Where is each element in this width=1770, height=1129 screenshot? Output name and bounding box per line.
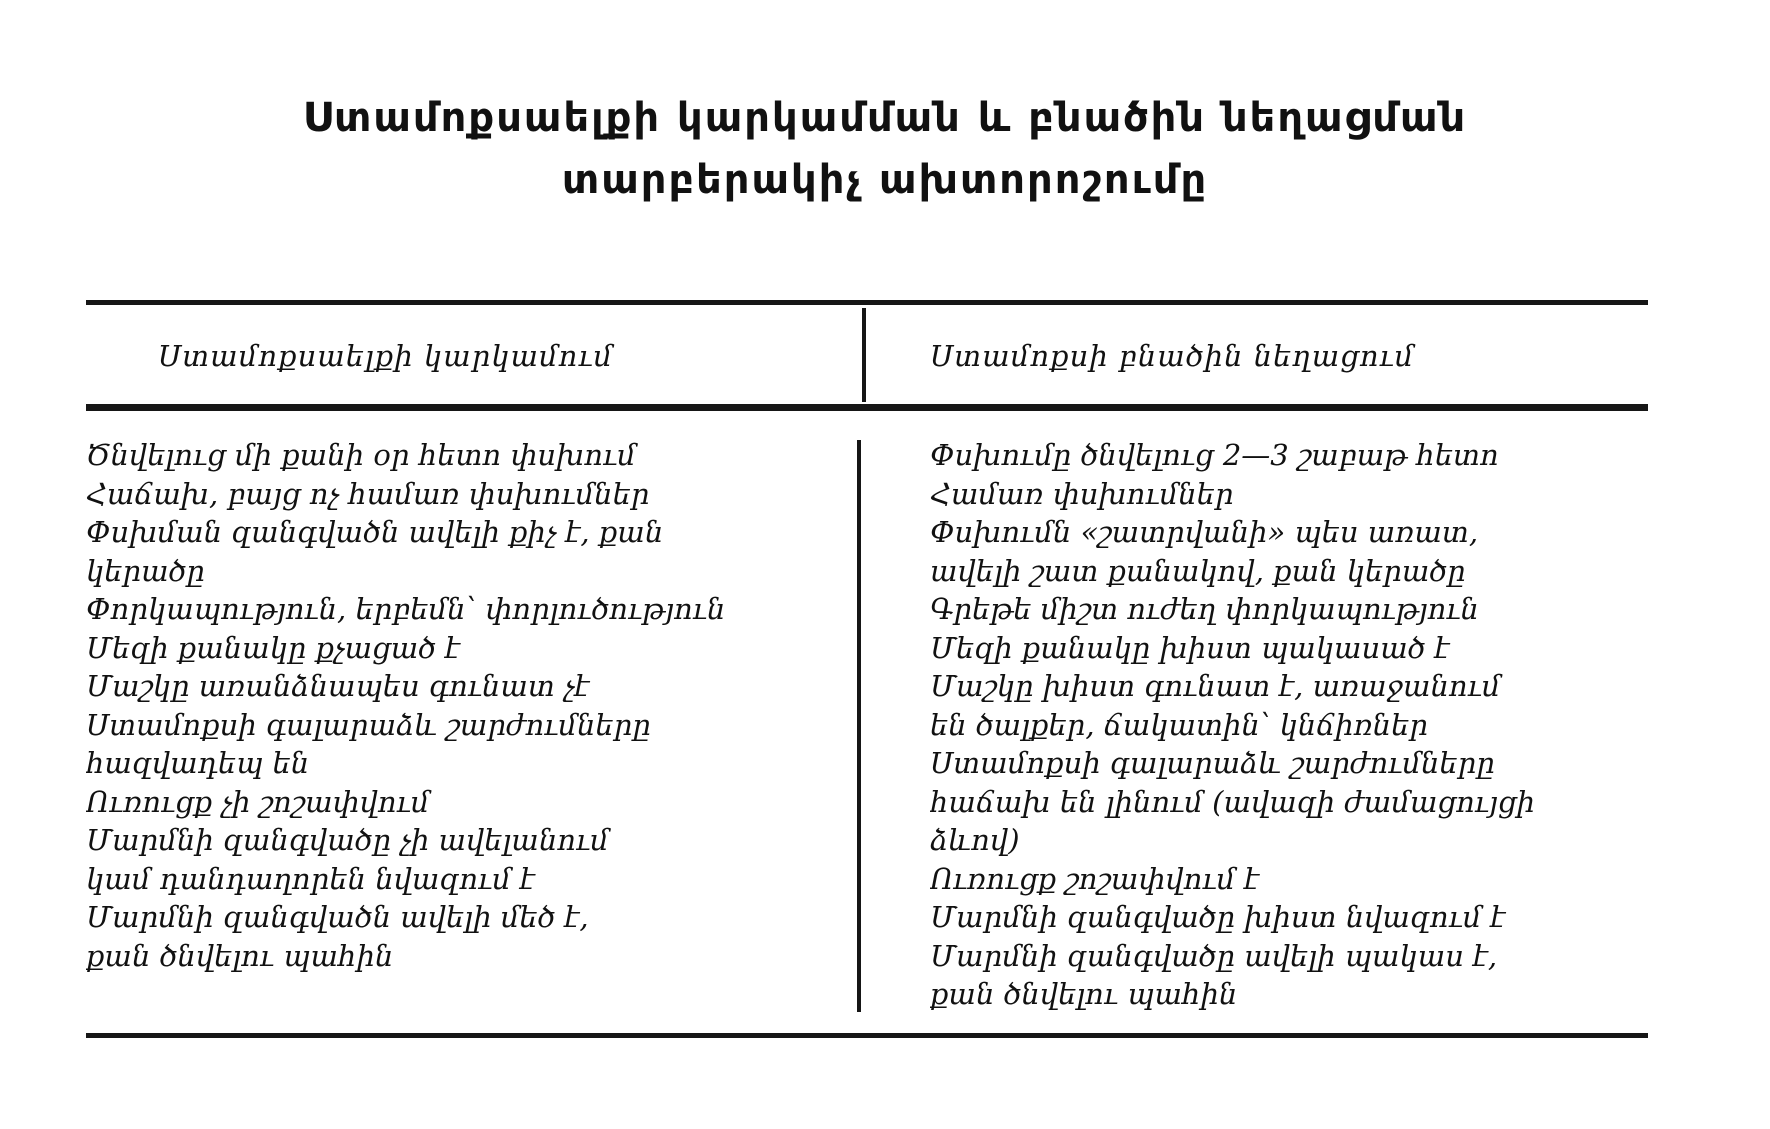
table-bottom-rule: [86, 1033, 1648, 1038]
right-line: քան ծնվելու պահին: [930, 977, 1238, 1011]
header-divider: [862, 308, 866, 402]
left-line: Փորկապություն, երբեմն՝ փորլուծություն: [86, 592, 726, 626]
left-line: Ծնվելուց մի քանի օր հետո փսխում: [86, 438, 636, 472]
right-line: Փսխումը ծնվելուց 2—3 շաբաթ հետո: [930, 438, 1499, 472]
left-line: կամ դանդաղորեն նվազում է: [86, 861, 535, 896]
right-line: Մաշկը խիստ գունատ է, առաջանում: [930, 669, 1501, 703]
right-line: Համառ փսխումներ: [930, 476, 1234, 511]
left-column: [86, 436, 826, 975]
right-column: [930, 436, 1645, 1014]
left-line: Մաշկը առանձնապես գունատ չէ: [86, 669, 590, 703]
left-line: կերածը: [86, 553, 205, 588]
right-line: հաճախ են լինում (ավազի ժամացույցի: [930, 784, 1535, 819]
left-line: Մարմնի զանգվածն ավելի մեծ է,: [86, 900, 589, 934]
right-line: Ստամոքսի գալարաձև շարժումները: [930, 746, 1495, 780]
header-right: Ստամոքսի բնածին նեղացում: [930, 339, 1415, 373]
left-line: Մեզի քանակը քչացած է: [86, 630, 461, 665]
title-line-1: Ստամոքսաելքի կարկամման և բնածին նեղացման: [302, 95, 1468, 141]
header-bottom-rule: [86, 404, 1648, 411]
header-left: Ստամոքսաելքի կարկամում: [158, 339, 614, 373]
right-line: են ծալքեր, ճակատին՝ կնճիռներ: [930, 707, 1428, 742]
table-top-rule: [86, 300, 1648, 305]
right-line: Մեզի քանակը խիստ պակասած է: [930, 630, 1450, 665]
right-line: Մարմնի զանգվածը ավելի պակաս է,: [930, 938, 1498, 973]
left-line: քան ծնվելու պահին: [86, 938, 394, 973]
left-line: Հաճախ, բայց ոչ համառ փսխումներ: [86, 476, 650, 511]
title-line-2: տարբերակիչ ախտորոշումը: [561, 157, 1209, 203]
column-divider: [857, 440, 861, 1012]
right-line: Մարմնի զանգվածը խիստ նվազում է: [930, 900, 1506, 934]
left-line: Մարմնի զանգվածը չի ավելանում: [86, 823, 609, 857]
left-line: Փսխման զանգվածն ավելի քիչ է, քան: [86, 515, 664, 549]
right-line: Փսխումն «շատրվանի» պես առատ,: [930, 515, 1479, 549]
left-line: հազվադեպ են: [86, 746, 310, 780]
right-line: Ուռուցք շոշափվում է: [930, 861, 1260, 896]
right-line: ավելի շատ քանակով, քան կերածը: [930, 553, 1466, 588]
right-line: Գրեթե միշտ ուժեղ փորկապություն: [930, 592, 1479, 626]
right-line: ձևով): [930, 823, 1020, 857]
left-line: Ուռուցք չի շոշափվում: [86, 784, 430, 819]
left-line: Ստամոքսի գալարաձև շարժումները: [86, 707, 651, 742]
